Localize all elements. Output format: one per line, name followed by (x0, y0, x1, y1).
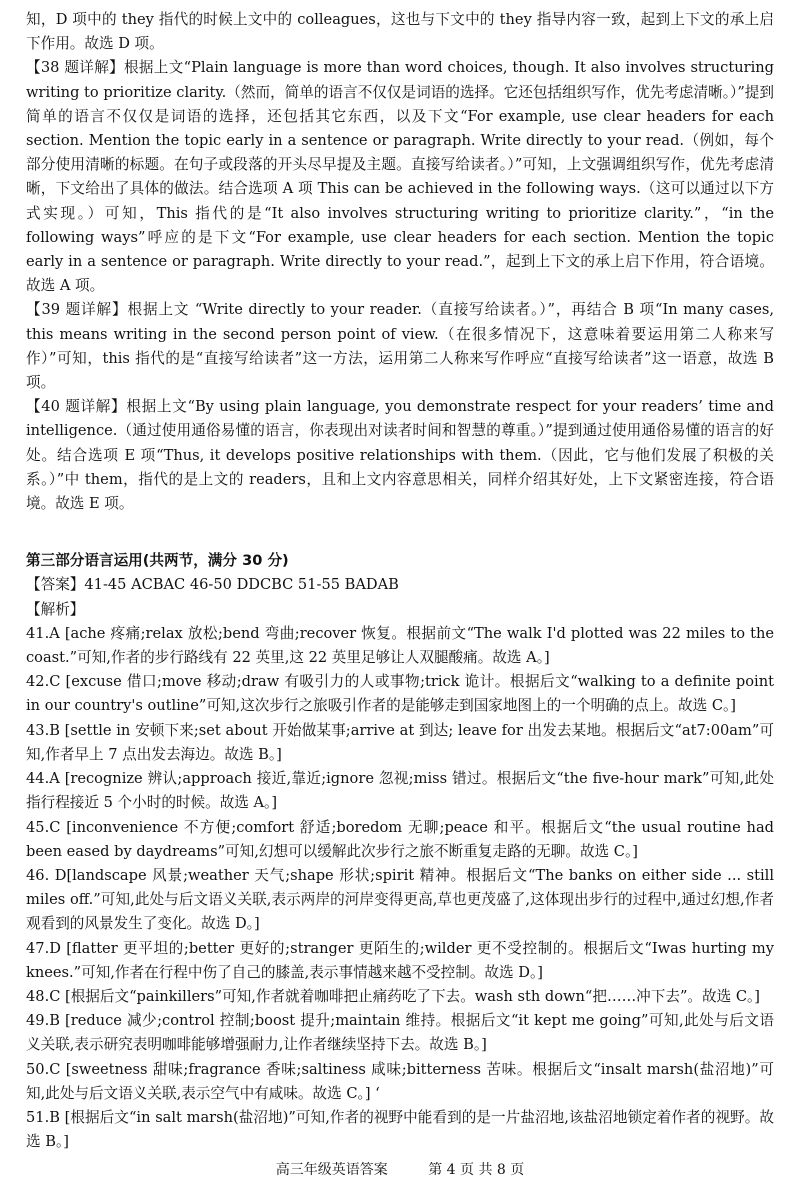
document-body (26, 8, 774, 1154)
item-51: 51.B [根据后文“in salt marsh(盐沼地)”可知,作者的视野中能看到的是一片盐沼地,该盐沼地锁定着作者的视野。故选 B。] (26, 1108, 774, 1151)
answer-line: 【答案】41-45 ACBAC 46-50 DDCBC 51-55 BADAB (26, 576, 399, 594)
item-48: 48.C [根据后文“painkillers”可知,作者就着咖啡把止痛药吃了下去。wash sth down“把……冲下去”。故选 C。] (26, 987, 760, 1005)
item-43: 43.B [settle in 安顿下来;set about 开始做某事;arrive at 到达; leave for 出发去某地。根据后文“at7:00am”可知,作者早上 7 点出发去海边。故选 B。] (26, 721, 774, 763)
item-50: 50.C [sweetness 甜味;fragrance 香味;saltiness 咸味;bitterness 苦味。根据后文“insalt marsh(盐沼地)”可知,此处与后文语义关联,表示空气中有咸味。故选 C。] ‘ (26, 1060, 774, 1102)
item-49: 49.B [reduce 减少;control 控制;boost 提升;maintain 维持。根据后文“it kept me going”可知,此处与后文语义关联,表示研究表明咖啡能够增强耐力,让作者继续坚持下去。故选 B。] (26, 1012, 774, 1054)
section-heading: 第三部分语言运用(共两节，满分 30 分) (26, 552, 289, 570)
item-41: 41.A [ache 疼痛;relax 放松;bend 弯曲;recover 恢复。根据前文“The walk I'd plotted was 22 miles to the coast.”可知,作者的步行路线有 22 英里,这 22 英里足够让人双腿酸痛。故选 A。] (26, 624, 774, 667)
item-42: 42.C [excuse 借口;move 移动;draw 有吸引力的人或事物;trick 诡计。根据后文“walking to a definite point in our country's outline”可知,这次步行之旅吸引作者的是能够走到国家地图上的一个明确的点上。故选 C。] (26, 673, 774, 715)
section-spacer (26, 516, 774, 549)
item-44: 44.A [recognize 辨认;approach 接近,靠近;ignore 忽视;miss 错过。根据后文“the five-hour mark”可知,此处指行程接近 5 个小时的时候。故选 A。] (26, 770, 774, 812)
item-45: 45.C [inconvenience 不方便;comfort 舒适;boredom 无聊;peace 和平。根据后文“the usual routine had been eased by daydreams”可知,幻想可以缓解此次步行之旅不断重复走路的无聊。故选 C。] (26, 818, 774, 860)
paragraph-q38: 【38 题详解】根据上文“Plain language is more than word choices, though. It also involves structuring writing to prioritize clarity.（然而，简单的语言不仅仅是词语的选择。它还包括组织写作，优先考虑清晰。）”提到简单的语言不仅仅是词语的选择，还包括其它东西，以及下文“For example, use clear headers for each section. Mention the topic early in a sentence or paragraph. Write directly to your read.（例如，每个部分使用清晰的标题。在句子或段落的开头尽早提及主题。直接写给读者。）”可知，上文强调组织写作，优先考虑清晰，下文给出了具体的做法。结合选项 A 项 This can be achieved in the following ways.（这可以通过以下方式实现。）可知，This 指代的是“It also involves structuring writing to prioritize clarity.”，“in the following ways”呼应的是下文“For example, use clear headers for each section. Mention the topic early in a sentence or paragraph. Write directly to your read.”，起到上下文的承上启下作用，符合语境。故选 A 项。 (26, 59, 774, 295)
item-47: 47.D [flatter 更平坦的;better 更好的;stranger 更陌生的;wilder 更不受控制的。根据后文“Iwas hurting my knees.”可知,作者在行程中伤了自己的膝盖,表示事情越来越不受控制。故选 D。] (26, 939, 774, 981)
item-46: 46. D[landscape 风景;weather 天气;shape 形状;spirit 精神。根据后文“The banks on either side ... still miles off.”可知,此处与后文语义关联,表示两岸的河岸变得更高,草也更茂盛了,这体现出步行的过程中,通过幻想,作者观看到的风景发生了变化。故选 D。] (26, 866, 774, 933)
footer-subject: 高三年级英语答案 (275, 1162, 388, 1178)
paragraph-q40: 【40 题详解】根据上文“By using plain language, you demonstrate respect for your readers’ time and intelligence.（通过使用通俗易懂的语言，你表现出对读者时间和智慧的尊重。）”提到通过使用通俗易懂的语言的好处。结合选项 E 项“Thus, it develops positive relationships with them.（因此，它与他们发展了积极的关系。）”中 them，指代的是上文的 readers，且和上文内容意思相关，同样介绍其好处，上下文紧密连接，符合语境。故选 E 项。 (26, 398, 774, 513)
page-footer (0, 1159, 800, 1179)
footer-page-number: 第 4 页 共 8 页 (428, 1162, 525, 1178)
paragraph-q39: 【39 题详解】根据上文 “Write directly to your reader.（直接写给读者。）”，再结合 B 项“In many cases, this means writing in the second person point of view.（在很多情况下，这意味着要运用第二人称来写作）”可知，this 指代的是“直接写给读者”这一方法，运用第二人称来写作呼应“直接写给读者”这一语意，故选 B 项。 (26, 301, 774, 392)
paragraph-q37-tail: 知，D 项中的 they 指代的时候上文中的 colleagues，这也与下文中的 they 指导内容一致，起到上下文的承上启下作用。故选 D 项。 (26, 11, 774, 53)
analysis-label: 【解析】 (26, 600, 85, 618)
